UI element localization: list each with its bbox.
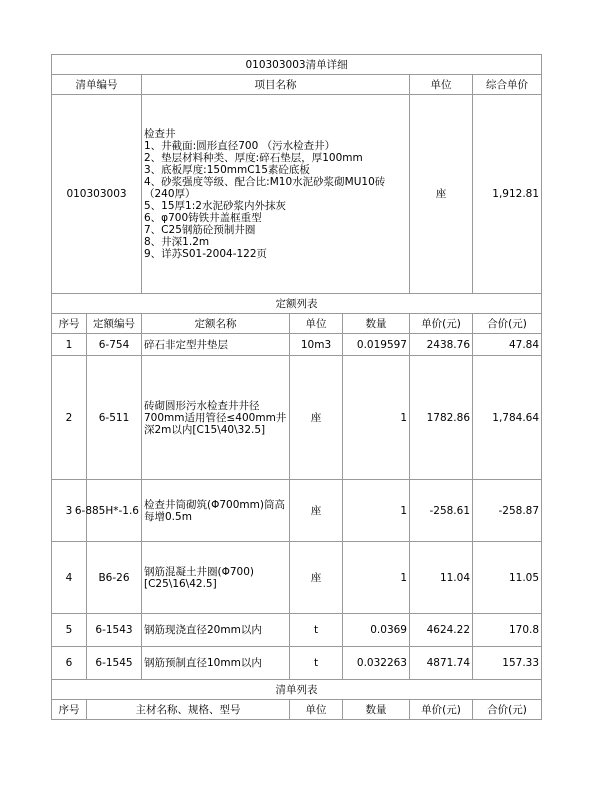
table-row	[52, 334, 542, 356]
header-unit: 单位	[410, 75, 473, 95]
table-row	[52, 647, 542, 680]
row-no: 6	[52, 647, 87, 680]
description-line: 4、砂浆强度等级、配合比:M10水泥砂浆砌MU10砖	[144, 176, 386, 188]
quota-header-no: 序号	[52, 314, 87, 334]
quota-header-row	[52, 314, 542, 334]
materials-header-total: 合价(元)	[473, 700, 542, 720]
materials-header-unit: 单位	[290, 700, 343, 720]
row-code: 6-1543	[87, 614, 142, 647]
item-unit: 座	[410, 95, 473, 294]
row-unit: 座	[290, 356, 343, 480]
row-total: 170.8	[473, 614, 542, 647]
item-description	[142, 95, 410, 294]
description-line: 7、C25钢筋砼预制井圈	[144, 224, 256, 236]
row-code: 6-754	[87, 334, 142, 356]
row-no: 1	[52, 334, 87, 356]
description-line: 6、φ700铸铁井盖框重型	[144, 212, 262, 224]
row-unit: 座	[290, 480, 343, 542]
quota-header-qty: 数量	[343, 314, 410, 334]
quota-header-code: 定额编号	[87, 314, 142, 334]
item-header-row	[52, 75, 542, 95]
row-price: -258.61	[410, 480, 473, 542]
sheet-title: 010303003清单详细	[52, 55, 542, 75]
row-name: 钢筋预制直径10mm以内	[142, 647, 290, 680]
description-line: 1、井截面:圆形直径700 （污水检查井）	[144, 140, 336, 152]
description-line: 检查井	[144, 128, 176, 140]
row-no: 2	[52, 356, 87, 480]
quota-header-name: 定额名称	[142, 314, 290, 334]
item-row	[52, 95, 542, 294]
header-name: 项目名称	[142, 75, 410, 95]
row-no: 3	[52, 480, 87, 542]
item-price: 1,912.81	[473, 95, 542, 294]
row-price: 1782.86	[410, 356, 473, 480]
row-name: 检查井筒砌筑(Φ700mm)筒高每增0.5m	[142, 480, 290, 542]
table-row	[52, 542, 542, 614]
quota-header-price: 单价(元)	[410, 314, 473, 334]
row-no: 5	[52, 614, 87, 647]
materials-header-qty: 数量	[343, 700, 410, 720]
bill-detail-table	[51, 54, 542, 720]
row-name: 砖砌圆形污水检查井井径700mm适用管径≤400mm井深2m以内[C15\40\32.5]	[142, 356, 290, 480]
table-row	[52, 614, 542, 647]
row-name: 钢筋现浇直径20mm以内	[142, 614, 290, 647]
row-price: 4624.22	[410, 614, 473, 647]
row-name: 碎石非定型井垫层	[142, 334, 290, 356]
quota-header-unit: 单位	[290, 314, 343, 334]
materials-section-title: 清单列表	[52, 680, 542, 700]
row-unit: t	[290, 614, 343, 647]
description-line: 2、垫层材料种类、厚度:碎石垫层，厚100mm	[144, 152, 363, 164]
row-code: 6-1545	[87, 647, 142, 680]
row-no: 4	[52, 542, 87, 614]
row-total: 1,784.64	[473, 356, 542, 480]
item-code: 010303003	[52, 95, 142, 294]
description-line: （240厚）	[144, 188, 196, 200]
description-line: 3、底板厚度:150mmC15素砼底板	[144, 164, 310, 176]
materials-header-price: 单价(元)	[410, 700, 473, 720]
quota-header-total: 合价(元)	[473, 314, 542, 334]
table-row	[52, 356, 542, 480]
bill-detail-sheet	[51, 54, 541, 720]
table-row	[52, 480, 542, 542]
row-unit: t	[290, 647, 343, 680]
row-price: 4871.74	[410, 647, 473, 680]
row-code: 6-885H*-1.6	[87, 480, 142, 542]
row-price: 2438.76	[410, 334, 473, 356]
description-line: 9、详苏S01-2004-122页	[144, 248, 268, 260]
description-line: 5、15厚1:2水泥砂浆内外抹灰	[144, 200, 286, 212]
row-qty: 1	[343, 356, 410, 480]
row-price: 11.04	[410, 542, 473, 614]
row-total: 11.05	[473, 542, 542, 614]
row-total: 47.84	[473, 334, 542, 356]
row-qty: 1	[343, 480, 410, 542]
row-code: B6-26	[87, 542, 142, 614]
materials-header-no: 序号	[52, 700, 87, 720]
materials-section-row	[52, 680, 542, 700]
header-price: 综合单价	[473, 75, 542, 95]
header-code: 清单编号	[52, 75, 142, 95]
row-qty: 0.032263	[343, 647, 410, 680]
row-unit: 座	[290, 542, 343, 614]
row-total: 157.33	[473, 647, 542, 680]
materials-header-name: 主材名称、规格、型号	[87, 700, 290, 720]
quota-section-row	[52, 294, 542, 314]
materials-header-row	[52, 700, 542, 720]
description-line: 8、井深1.2m	[144, 236, 210, 248]
row-unit: 10m3	[290, 334, 343, 356]
row-qty: 0.0369	[343, 614, 410, 647]
row-name: 钢筋混凝土井圈(Φ700)[C25\16\42.5]	[142, 542, 290, 614]
row-qty: 0.019597	[343, 334, 410, 356]
quota-section-title: 定额列表	[52, 294, 542, 314]
row-qty: 1	[343, 542, 410, 614]
row-total: -258.87	[473, 480, 542, 542]
row-code: 6-511	[87, 356, 142, 480]
title-row	[52, 55, 542, 75]
